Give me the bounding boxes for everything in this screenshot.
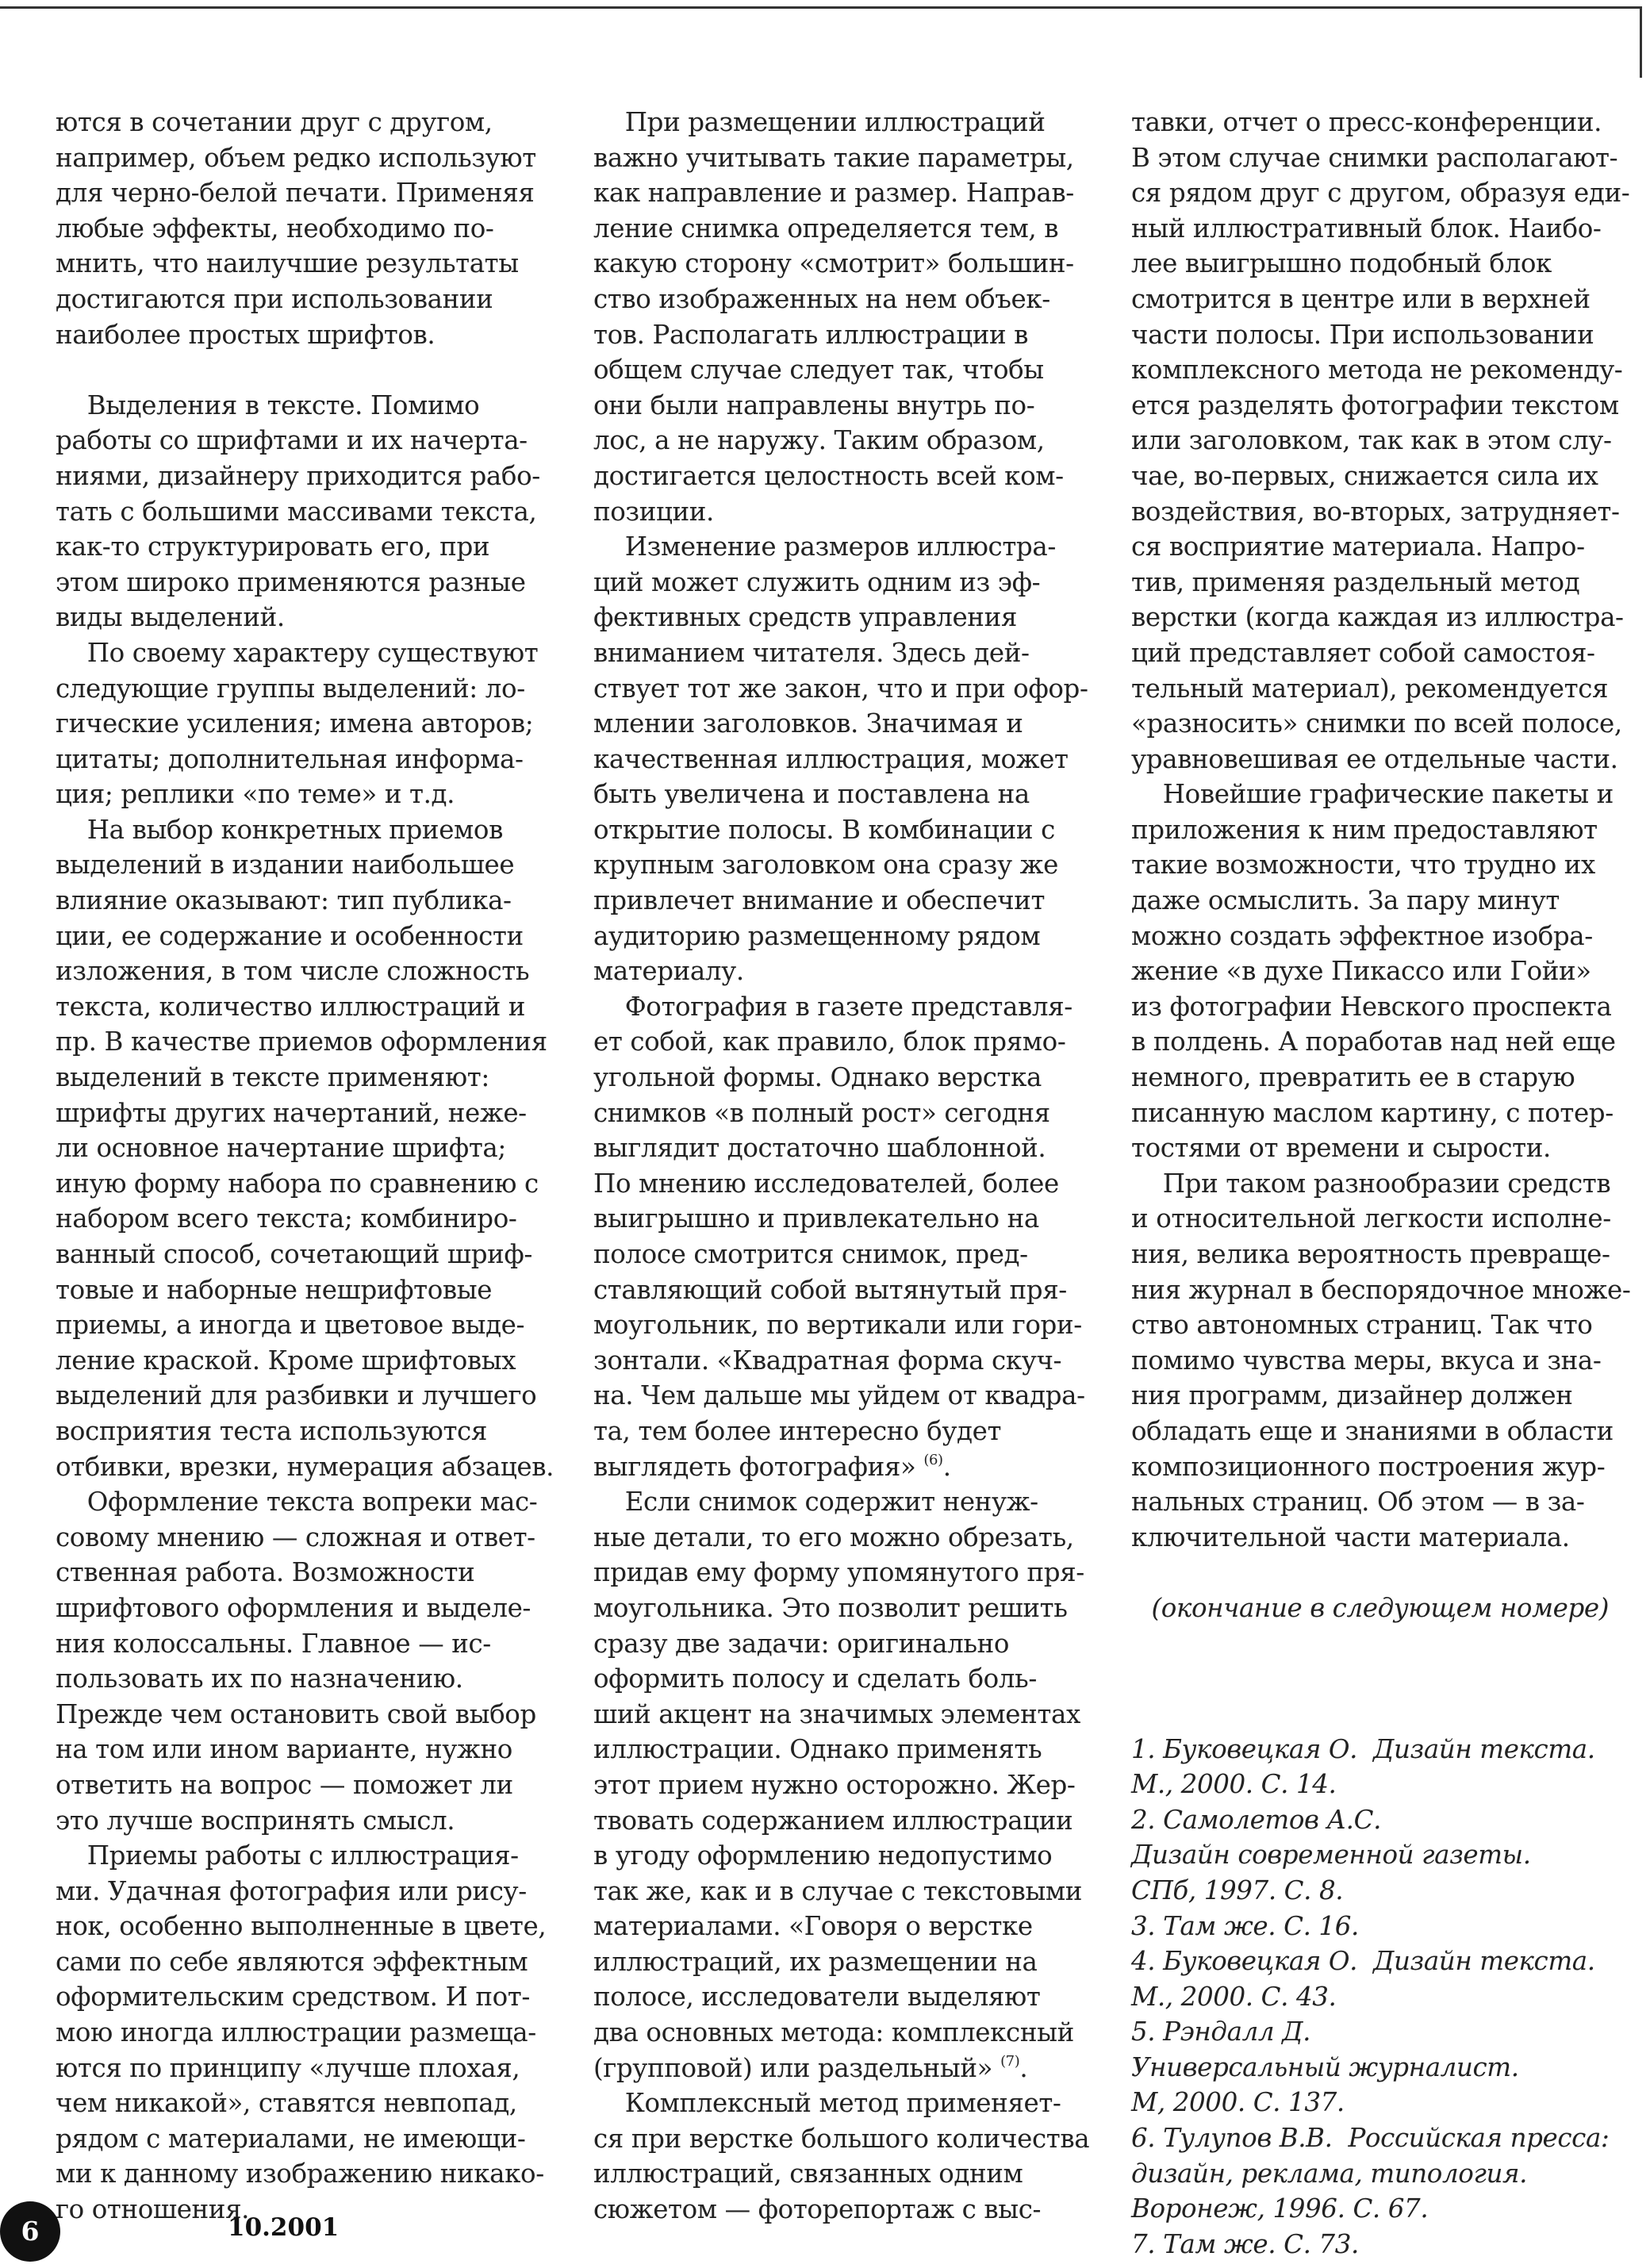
reference-line: 4. Буковецкая О. Дизайн текста.: [1131, 1946, 1595, 1977]
text-line: моугольник, по вертикали или гори-: [593, 1310, 1082, 1341]
text-line: выглядеть фотография» $^{(6)}$.: [593, 1451, 951, 1482]
reference-line: М., 2000. С. 14.: [1131, 1769, 1337, 1800]
text-line: ставляющий собой вытянутый пря-: [593, 1274, 1067, 1305]
text-line: тов. Располагать иллюстрации в: [593, 319, 1029, 350]
text-line: или заголовком, так как в этом слу-: [1131, 425, 1612, 456]
text-line: уравновешивая ее отдельные части.: [1131, 743, 1618, 774]
text-line: По мнению исследователей, более: [593, 1168, 1059, 1199]
text-line: быть увеличена и поставлена на: [593, 779, 1030, 810]
text-line: тать с большими массивами текста,: [56, 496, 537, 527]
text-line: ся восприятие материала. Напро-: [1131, 532, 1585, 562]
text-line: ственная работа. Возможности: [56, 1557, 475, 1588]
text-line: оформительским средством. И пот-: [56, 1982, 530, 2013]
text-line: чем никакой», ставятся невпопад,: [56, 2088, 517, 2119]
text-line: цитаты; дополнительная информа-: [56, 743, 524, 774]
text-line: выигрышно и привлекательно на: [593, 1203, 1039, 1234]
text-line: На выбор конкретных приемов: [56, 814, 503, 845]
text-line: ния программ, дизайнер должен: [1131, 1380, 1573, 1411]
text-line: пользовать их по назначению.: [56, 1664, 463, 1694]
text-line: выделений в издании наибольшее: [56, 850, 515, 881]
text-line: такие возможности, что трудно их: [1131, 850, 1595, 881]
text-line: ция; реплики «по теме» и т.д.: [56, 779, 455, 810]
text-line: мою иногда иллюстрации размеща-: [56, 2017, 536, 2048]
text-line: материалами. «Говоря о верстке: [593, 1911, 1033, 1942]
text-line: Изменение размеров иллюстра-: [593, 532, 1056, 562]
text-line: этом широко применяются разные: [56, 566, 526, 597]
text-line: При размещении иллюстраций: [593, 107, 1046, 137]
reference-line: Дизайн современной газеты.: [1131, 1840, 1531, 1871]
text-line: [56, 352, 563, 388]
text-line: это лучше воспринять смысл.: [56, 1805, 455, 1836]
text-line: текста, количество иллюстраций и: [56, 991, 526, 1022]
text-line: полосе смотрится снимок, пред-: [593, 1239, 1028, 1269]
text-line: для черно-белой печати. Применяя: [56, 178, 535, 209]
text-line: шрифты других начертаний, неже-: [56, 1097, 527, 1128]
text-line: ми к данному изображению никако-: [56, 2159, 544, 2189]
text-line: ся при верстке большого количества: [593, 2123, 1090, 2154]
page-frame-right: [1640, 6, 1642, 78]
text-line: Если снимок содержит ненуж-: [593, 1487, 1038, 1518]
text-line: «разносить» снимки по всей полосе,: [1131, 708, 1622, 739]
text-line: воздействия, во-вторых, затрудняет-: [1131, 496, 1620, 527]
text-line: сами по себе являются эффектным: [56, 1946, 528, 1977]
text-line: общем случае следует так, чтобы: [593, 355, 1044, 386]
text-line: изложения, в том числе сложность: [56, 956, 530, 987]
text-line: иллюстрации. Однако применять: [593, 1734, 1042, 1765]
reference-line: 3. Там же. С. 16.: [1131, 1910, 1359, 1941]
reference-line: СПб, 1997. С. 8.: [1131, 1875, 1344, 1905]
text-line: верстки (когда каждая из иллюстра-: [1131, 602, 1624, 633]
text-line: в угоду оформлению недопустимо: [593, 1840, 1053, 1871]
text-line: ство автономных страниц. Так что: [1131, 1310, 1593, 1341]
text-line: ния, велика вероятность превраще-: [1131, 1239, 1610, 1269]
text-line: части полосы. При использовании: [1131, 319, 1594, 350]
text-line: ный иллюстративный блок. Наибо-: [1131, 213, 1602, 244]
text-line: тельный материал), рекомендуется: [1131, 673, 1609, 704]
text-line: ство изображенных на нем объек-: [593, 283, 1050, 314]
text-line: ший акцент на значимых элементах: [593, 1698, 1080, 1729]
text-line: крупным заголовком она сразу же: [593, 850, 1058, 881]
text-line: выделений в тексте применяют:: [56, 1062, 489, 1093]
reference-line: дизайн, реклама, типология.: [1131, 2158, 1528, 2189]
text-line: нальных страниц. Об этом — в за-: [1131, 1487, 1585, 1518]
text-line: ответить на вопрос — поможет ли: [56, 1769, 513, 1800]
text-line: комплексного метода не рекоменду-: [1131, 355, 1623, 386]
text-line: влияние оказывают: тип публика-: [56, 885, 512, 916]
text-line: Комплексный метод применяет-: [593, 2088, 1061, 2119]
text-line: зонтали. «Квадратная форма скуч-: [593, 1345, 1062, 1376]
text-line: жение «в духе Пикассо или Гойи»: [1131, 956, 1591, 987]
text-line: следующие группы выделений: ло-: [56, 673, 525, 704]
text-line: любые эффекты, необходимо по-: [56, 213, 494, 244]
text-line: ет собой, как правило, блок прямо-: [593, 1027, 1066, 1057]
reference-line: М., 2000. С. 43.: [1131, 1981, 1337, 2012]
text-line: тив, применяя раздельный метод: [1131, 566, 1580, 597]
text-line: ся рядом друг с другом, образуя еди-: [1131, 178, 1630, 209]
text-line: ниями, дизайнеру приходится рабо-: [56, 460, 540, 491]
text-line: важно учитывать такие параметры,: [593, 142, 1074, 173]
text-line: рядом с материалами, не имеющи-: [56, 2123, 526, 2154]
reference-line: Воронеж, 1996. С. 67.: [1131, 2193, 1429, 2224]
text-line: из фотографии Невского проспекта: [1131, 991, 1612, 1022]
text-line: достигаются при использовании: [56, 283, 493, 314]
text-line: так же, как и в случае с текстовыми: [593, 1875, 1083, 1906]
text-line: писанную маслом картину, с потер-: [1131, 1097, 1614, 1128]
text-line: даже осмыслить. За пару минут: [1131, 885, 1560, 916]
text-line: ванный способ, сочетающий шриф-: [56, 1239, 532, 1269]
text-line: отбивки, врезки, нумерация абзацев.: [56, 1451, 554, 1482]
text-line: иллюстраций, их размещении на: [593, 1946, 1038, 1977]
text-line: привлечет внимание и обеспечит: [593, 885, 1046, 916]
text-line: ния колоссальны. Главное — ис-: [56, 1628, 491, 1659]
text-line: товые и наборные нешрифтовые: [56, 1274, 493, 1305]
text-line: аудиторию размещенному рядом: [593, 920, 1041, 951]
text-line: позиции.: [593, 496, 714, 527]
text-line: как направление и размер. Направ-: [593, 178, 1074, 209]
text-line: вниманием читателя. Здесь дей-: [593, 637, 1030, 668]
text-column-3: [1131, 105, 1639, 2262]
text-line: ется разделять фотографии текстом: [1131, 390, 1619, 420]
text-line: они были направлены внутрь по-: [593, 390, 1035, 420]
text-line: восприятия теста используются: [56, 1415, 487, 1446]
text-line: сразу две задачи: оригинально: [593, 1628, 1010, 1659]
text-line: какую сторону «смотрит» большин-: [593, 248, 1074, 279]
text-line: оформить полосу и сделать боль-: [593, 1664, 1037, 1694]
text-line: Выделения в тексте. Помимо: [56, 390, 480, 420]
text-line: в полдень. А поработав над ней еще: [1131, 1027, 1616, 1057]
text-line: на том или ином варианте, нужно: [56, 1734, 512, 1765]
issue-date: 10.2001: [228, 2213, 340, 2242]
text-line: млении заголовков. Значимая и: [593, 708, 1023, 739]
column-3-body: [1131, 105, 1639, 1555]
text-line: например, объем редко используют: [56, 142, 536, 173]
text-line: композиционного построения жур-: [1131, 1451, 1606, 1482]
text-line: сюжетом — фоторепортаж с выс-: [593, 2194, 1042, 2225]
text-line: Новейшие графические пакеты и: [1131, 779, 1614, 810]
text-line: Оформление текста вопреки мас-: [56, 1487, 538, 1518]
text-line: нок, особенно выполненные в цвете,: [56, 1911, 547, 1942]
references-list: [1131, 1732, 1639, 2262]
text-line: два основных метода: комплексный: [593, 2017, 1074, 2048]
text-line: мнить, что наилучшие результаты: [56, 248, 519, 279]
text-line: Фотография в газете представля-: [593, 991, 1072, 1022]
text-line: гические усиления; имена авторов;: [56, 708, 534, 739]
text-line: на. Чем дальше мы уйдем от квадра-: [593, 1380, 1085, 1411]
reference-line: Универсальный журналист.: [1131, 2051, 1519, 2082]
text-line: лос, а не наружу. Таким образом,: [593, 425, 1045, 456]
text-line: ление снимка определяется тем, в: [593, 213, 1059, 244]
text-line: ление краской. Кроме шрифтовых: [56, 1345, 516, 1376]
text-line: иллюстраций, связанных одним: [593, 2159, 1023, 2189]
text-line: набором всего текста; комбиниро-: [56, 1203, 517, 1234]
text-line: ные детали, то его можно обрезать,: [593, 1522, 1074, 1552]
footnote-mark: (6): [923, 1451, 943, 1468]
text-line: выделений для разбивки и лучшего: [56, 1380, 537, 1411]
text-line: По своему характеру существуют: [56, 637, 539, 668]
text-line: тостями от времени и сырости.: [1131, 1133, 1551, 1164]
text-line: приемы, а иногда и цветовое выде-: [56, 1310, 525, 1341]
text-line: помимо чувства меры, вкуса и зна-: [1131, 1345, 1602, 1376]
text-line: полосе, исследователи выделяют: [593, 1982, 1041, 2013]
text-line: лее выигрышно подобный блок: [1131, 248, 1552, 279]
text-line: ли основное начертание шрифта;: [56, 1133, 506, 1164]
text-line: Прежде чем остановить свой выбор: [56, 1698, 536, 1729]
text-line: достигается целостность всей ком-: [593, 460, 1064, 491]
text-line: твовать содержанием иллюстрации: [593, 1805, 1073, 1836]
reference-line: 7. Там же. С. 73.: [1131, 2228, 1359, 2259]
reference-line: 2. Самолетов А.С.: [1131, 1804, 1381, 1835]
page-frame-top: [0, 6, 1642, 9]
text-line: пр. В качестве приемов оформления: [56, 1027, 547, 1057]
text-line: угольной формы. Однако верстка: [593, 1062, 1042, 1093]
text-line: качественная иллюстрация, может: [593, 743, 1069, 774]
text-line: можно создать эффектное изобра-: [1131, 920, 1593, 951]
text-column-1: [56, 105, 563, 2228]
text-line: работы со шрифтами и их начерта-: [56, 425, 528, 456]
text-line: Приемы работы с иллюстрация-: [56, 1840, 519, 1871]
text-line: смотрится в центре или в верхней: [1131, 283, 1591, 314]
text-line: ния журнал в беспорядочное множе-: [1131, 1274, 1631, 1305]
reference-line: 6. Тулупов В.В. Российская пресса:: [1131, 2123, 1610, 2154]
text-line: ются по принципу «лучше плохая,: [56, 2052, 520, 2083]
text-line: наиболее простых шрифтов.: [56, 319, 436, 350]
text-line: ются в сочетании друг с другом,: [56, 107, 493, 137]
text-line: фективных средств управления: [593, 602, 1017, 633]
text-line: ключительной части материала.: [1131, 1522, 1570, 1552]
reference-line: М, 2000. С. 137.: [1131, 2087, 1345, 2118]
text-line: открытие полосы. В комбинации с: [593, 814, 1055, 845]
text-line: как-то структурировать его, при: [56, 532, 490, 562]
page-number-badge: 6: [0, 2201, 60, 2262]
text-line: и относительной легкости исполне-: [1131, 1203, 1611, 1234]
text-line: придав ему форму упомянутого пря-: [593, 1557, 1084, 1588]
text-line: (групповой) или раздельный» $^{(7)}$.: [593, 2052, 1028, 2083]
text-line: тавки, отчет о пресс-конференции.: [1131, 107, 1602, 137]
text-line: немного, превратить ее в старую: [1131, 1062, 1575, 1093]
reference-line: 5. Рэндалл Д.: [1131, 2017, 1311, 2047]
text-line: ствует тот же закон, что и при офор-: [593, 673, 1088, 704]
text-line: материалу.: [593, 956, 744, 987]
text-line: При таком разнообразии средств: [1131, 1168, 1611, 1199]
footnote-mark: (7): [1000, 2052, 1020, 2070]
text-line: та, тем более интересно будет: [593, 1415, 1002, 1446]
text-line: совому мнению — сложная и ответ-: [56, 1522, 535, 1552]
text-line: обладать еще и знаниями в области: [1131, 1415, 1614, 1446]
reference-line: 1. Буковецкая О. Дизайн текста.: [1131, 1733, 1595, 1764]
text-line: ции, ее содержание и особенности: [56, 920, 524, 951]
text-line: моугольника. Это позволит решить: [593, 1592, 1068, 1623]
text-line: В этом случае снимки располагают-: [1131, 142, 1618, 173]
text-line: ций может служить одним из эф-: [593, 566, 1041, 597]
text-line: шрифтового оформления и выделе-: [56, 1592, 531, 1623]
text-line: го отношения.: [56, 2194, 250, 2225]
text-line: ми. Удачная фотография или рису-: [56, 1875, 527, 1906]
text-line: ций представляет собой самостоя-: [1131, 637, 1595, 668]
text-line: приложения к ним предоставляют: [1131, 814, 1598, 845]
text-line: виды выделений.: [56, 602, 285, 633]
text-line: выглядит достаточно шаблонной.: [593, 1133, 1046, 1164]
text-line: иную форму набора по сравнению с: [56, 1168, 539, 1199]
text-line: снимков «в полный рост» сегодня: [593, 1097, 1050, 1128]
continuation-note: (окончание в следующем номере): [1151, 1592, 1609, 1623]
text-column-2: [593, 105, 1101, 2228]
text-line: чае, во-первых, снижается сила их: [1131, 460, 1598, 491]
text-line: этот прием нужно осторожно. Жер-: [593, 1769, 1076, 1800]
